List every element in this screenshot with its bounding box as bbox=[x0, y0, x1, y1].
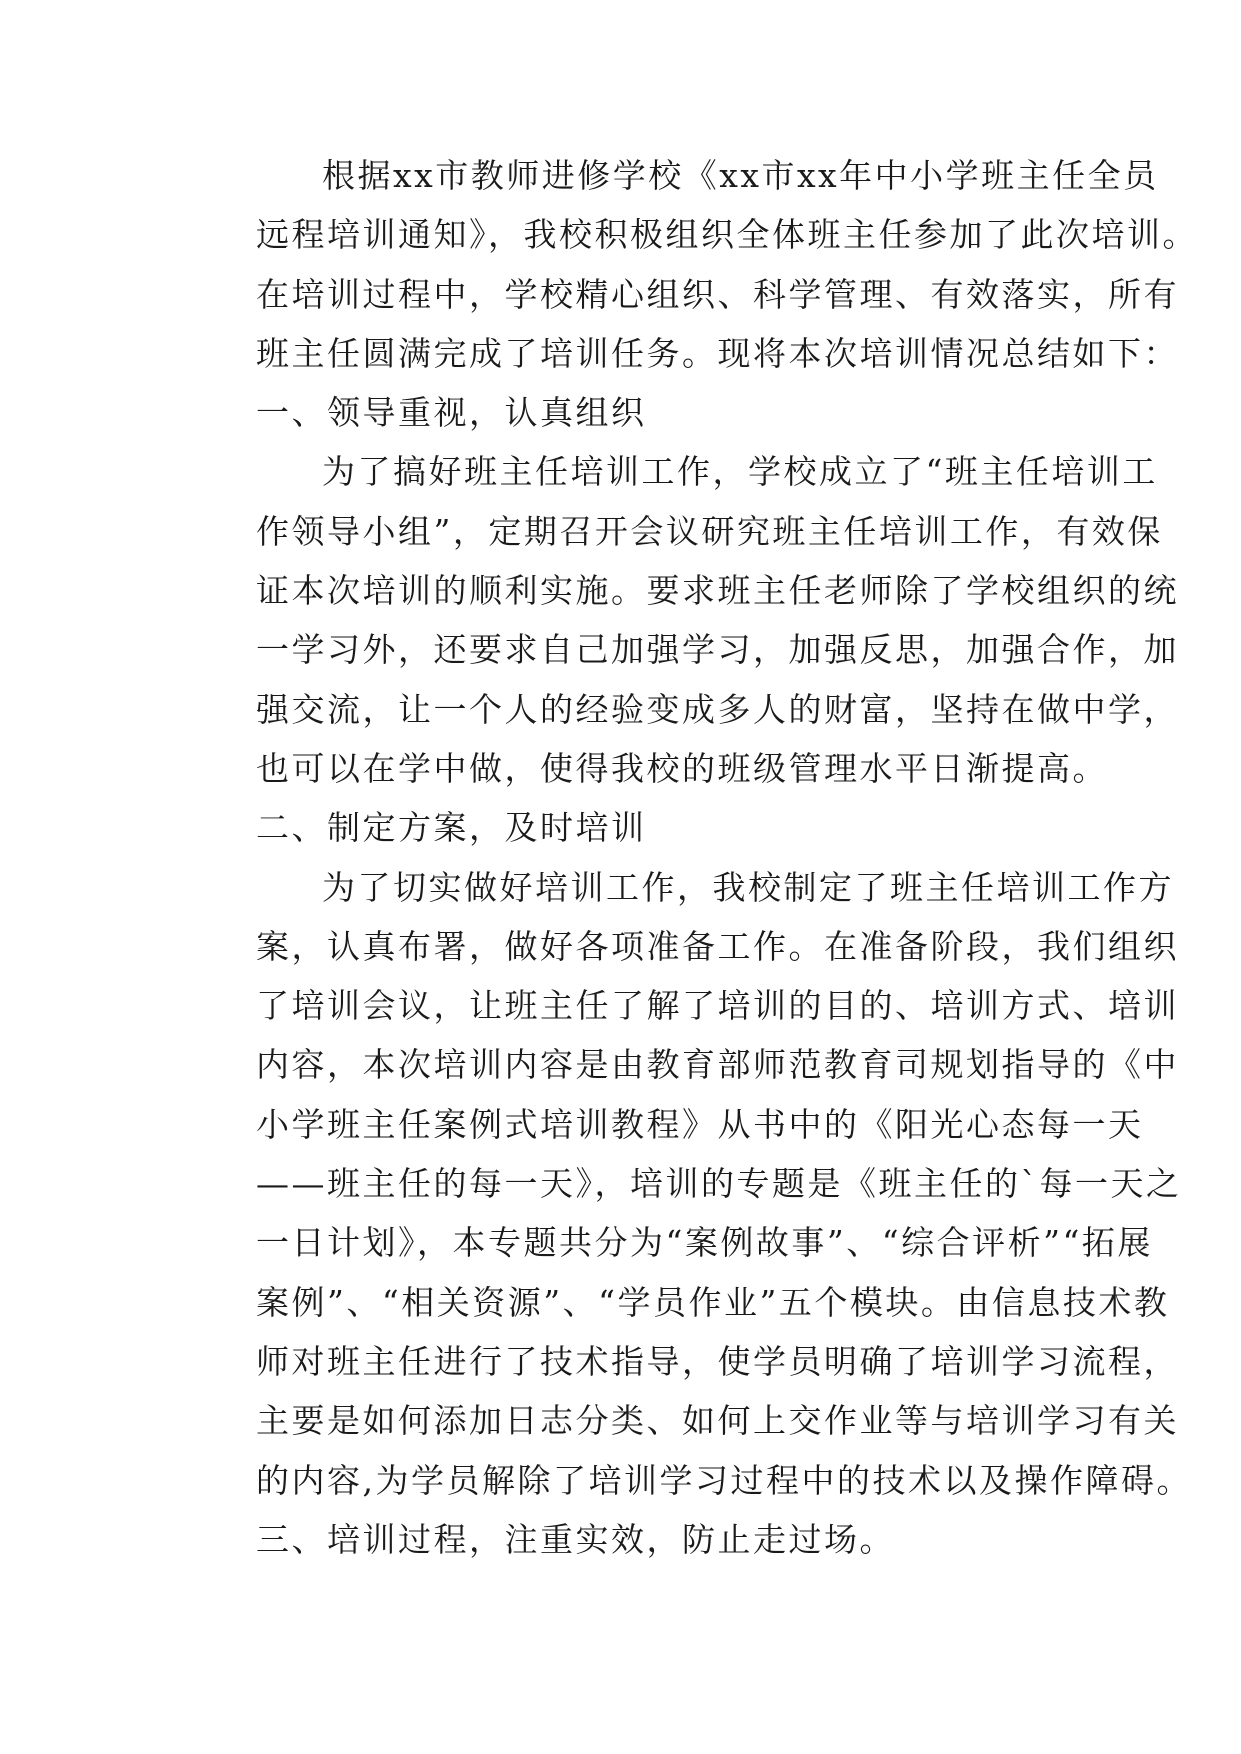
text-line: 为了搞好班主任培训工作，学校成立了“班主任培训工 bbox=[322, 452, 1158, 492]
text-line: 强交流，让一个人的经验变成多人的财富，坚持在做中学， bbox=[256, 689, 1179, 729]
text-line: 主要是如何添加日志分类、如何上交作业等与培训学习有关 bbox=[256, 1401, 1179, 1441]
paragraph-leadership bbox=[190, 442, 1179, 798]
text-line: 远程培训通知》，我校积极组织全体班主任参加了此次培训。 bbox=[256, 215, 1198, 255]
text-line: 小学班主任案例式培训教程》从书中的《阳光心态每一天 bbox=[256, 1104, 1144, 1144]
text-line: 一学习外，还要求自己加强学习，加强反思，加强合作，加 bbox=[256, 630, 1179, 670]
document-page bbox=[190, 146, 1198, 1569]
text-line: 证本次培训的顺利实施。要求班主任老师除了学校组织的统 bbox=[256, 571, 1179, 611]
paragraph-intro bbox=[190, 146, 1198, 383]
text-line: 一日计划》，本专题共分为“案例故事”、“综合评析”“拓展 bbox=[256, 1223, 1153, 1263]
section-heading-2: 二、制定方案，及时培训 bbox=[256, 808, 647, 848]
text-line: 的内容,为学员解除了培训学习过程中的技术以及操作障碍。 bbox=[256, 1460, 1192, 1500]
text-line: 在培训过程中，学校精心组织、科学管理、有效落实，所有 bbox=[256, 274, 1179, 314]
text-line: 作领导小组”，定期召开会议研究班主任培训工作，有效保 bbox=[256, 511, 1163, 551]
section-heading-1: 一、领导重视，认真组织 bbox=[256, 393, 647, 433]
text-line: ——班主任的每一天》，培训的专题是《班主任的`每一天之 bbox=[256, 1164, 1182, 1204]
text-line: 了培训会议，让班主任了解了培训的目的、培训方式、培训 bbox=[256, 986, 1179, 1026]
text-line: 也可以在学中做，使得我校的班级管理水平日渐提高。 bbox=[256, 748, 1108, 788]
text-line: 班主任圆满完成了培训任务。现将本次培训情况总结如下： bbox=[256, 333, 1179, 373]
text-line: 内容，本次培训内容是由教育部师范教育司规划指导的《中 bbox=[256, 1045, 1179, 1085]
section-heading-3: 三、培训过程，注重实效，防止走过场。 bbox=[256, 1519, 895, 1559]
text-line: 案，认真布署，做好各项准备工作。在准备阶段，我们组织 bbox=[256, 926, 1179, 966]
text-line: 师对班主任进行了技术指导，使学员明确了培训学习流程， bbox=[256, 1341, 1179, 1381]
text-line: 为了切实做好培训工作，我校制定了班主任培训工作方 bbox=[322, 867, 1174, 907]
text-line: 根据xx市教师进修学校《xx市xx年中小学班主任全员 bbox=[322, 156, 1159, 195]
text-line: 案例”、“相关资源”、“学员作业”五个模块。由信息技术教 bbox=[256, 1282, 1170, 1322]
paragraph-plan bbox=[190, 858, 1192, 1510]
